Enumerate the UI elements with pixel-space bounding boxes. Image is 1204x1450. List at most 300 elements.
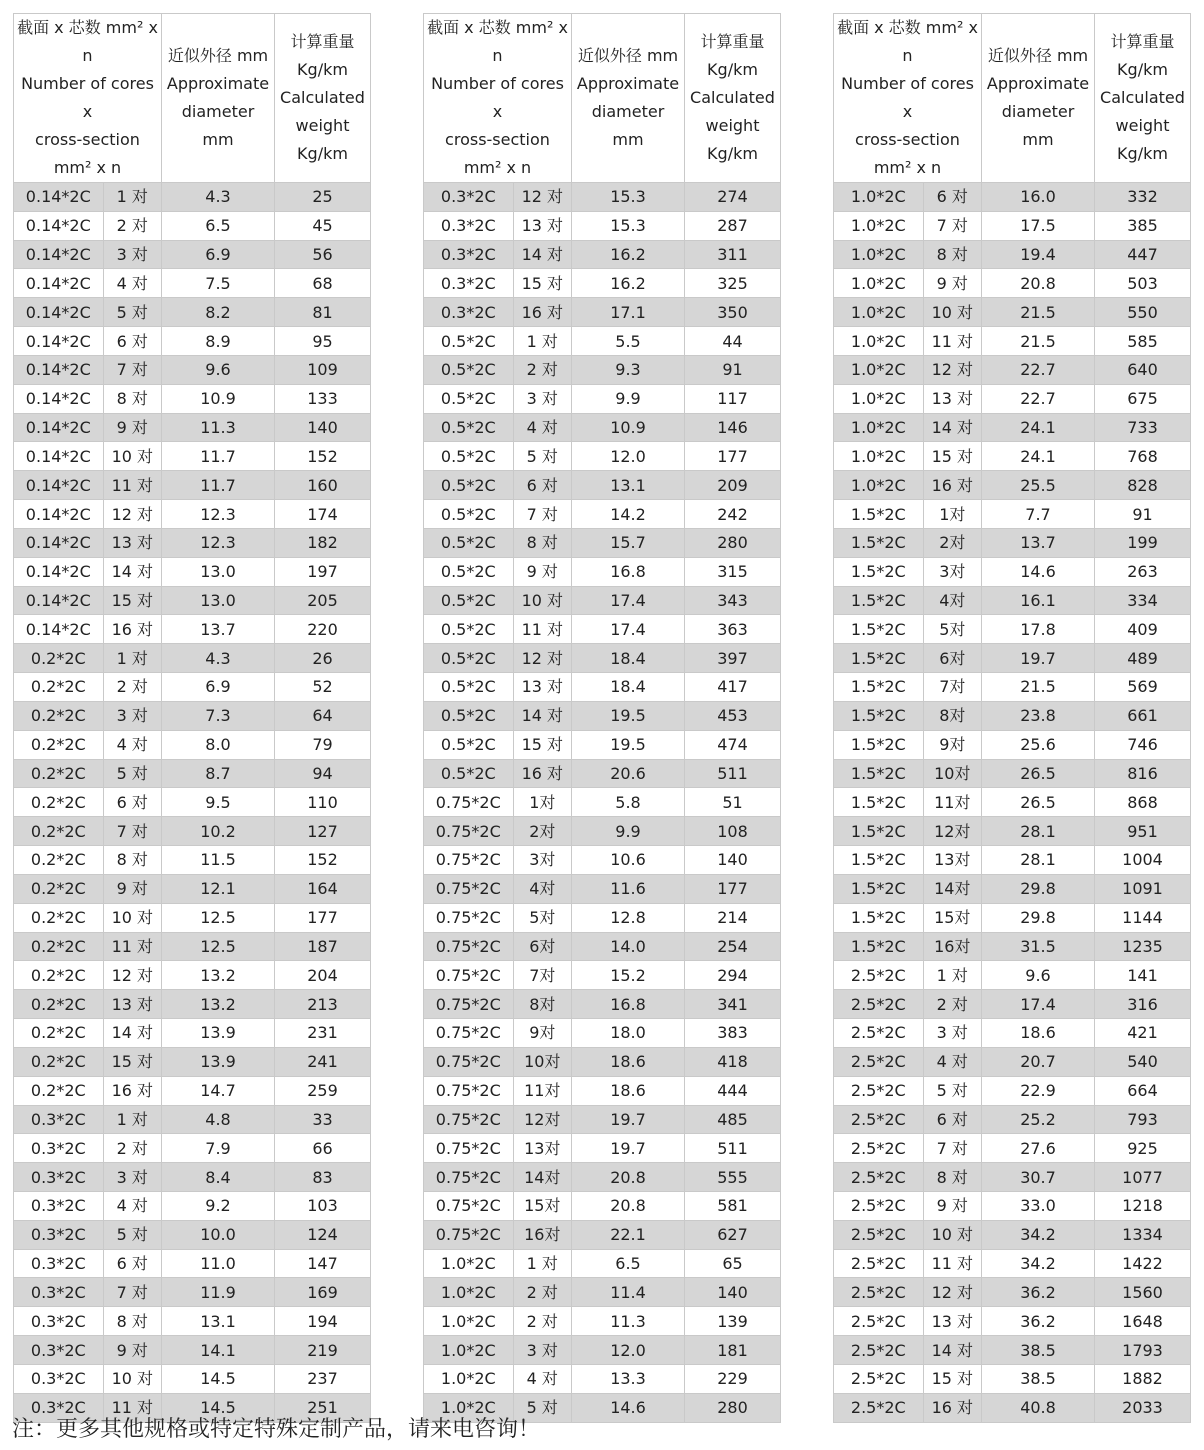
cross-section-cell: 2.5*2C — [834, 1278, 924, 1307]
weight-cell: 640 — [1095, 355, 1191, 384]
pairs-cell: 15 对 — [103, 586, 161, 615]
cross-section-cell: 0.2*2C — [14, 1019, 104, 1048]
pairs-cell: 15对 — [923, 903, 981, 932]
cross-section-cell: 0.5*2C — [424, 701, 514, 730]
diameter-cell: 40.8 — [982, 1393, 1095, 1422]
diameter-cell: 12.3 — [162, 528, 275, 557]
pairs-cell: 6 对 — [513, 471, 571, 500]
pairs-cell: 16 对 — [103, 1076, 161, 1105]
pairs-cell: 2 对 — [513, 355, 571, 384]
diameter-cell: 7.3 — [162, 701, 275, 730]
cross-section-cell: 1.0*2C — [834, 471, 924, 500]
header-line: weight — [1115, 116, 1170, 135]
pairs-cell: 10 对 — [103, 903, 161, 932]
table-row — [424, 413, 781, 442]
pairs-cell: 3 对 — [923, 1019, 981, 1048]
weight-cell: 511 — [685, 759, 781, 788]
diameter-cell: 29.8 — [982, 903, 1095, 932]
table-row — [14, 903, 371, 932]
table-row — [834, 557, 1191, 586]
diameter-cell: 4.8 — [162, 1105, 275, 1134]
weight-cell: 1077 — [1095, 1163, 1191, 1192]
weight-cell: 209 — [685, 471, 781, 500]
header-line: cross-section — [445, 130, 550, 149]
header-col2 — [162, 14, 275, 183]
table-row — [424, 1249, 781, 1278]
weight-cell: 1334 — [1095, 1220, 1191, 1249]
pairs-cell: 12 对 — [513, 644, 571, 673]
weight-cell: 661 — [1095, 701, 1191, 730]
weight-cell: 204 — [275, 961, 371, 990]
diameter-cell: 25.5 — [982, 471, 1095, 500]
cross-section-cell: 0.3*2C — [424, 240, 514, 269]
diameter-cell: 10.6 — [572, 846, 685, 875]
pairs-cell: 8对 — [513, 990, 571, 1019]
cross-section-cell: 0.14*2C — [14, 557, 104, 586]
diameter-cell: 13.0 — [162, 586, 275, 615]
weight-cell: 91 — [1095, 500, 1191, 529]
pairs-cell: 3 对 — [513, 384, 571, 413]
diameter-cell: 10.0 — [162, 1220, 275, 1249]
table-row — [424, 644, 781, 673]
header-col2 — [982, 14, 1095, 183]
diameter-cell: 13.7 — [162, 615, 275, 644]
weight-cell: 421 — [1095, 1019, 1191, 1048]
pairs-cell: 15 对 — [513, 730, 571, 759]
weight-cell: 385 — [1095, 211, 1191, 240]
table-row — [424, 1364, 781, 1393]
table-row — [14, 1163, 371, 1192]
diameter-cell: 13.1 — [572, 471, 685, 500]
cross-section-cell: 0.3*2C — [14, 1393, 104, 1422]
table-row — [834, 442, 1191, 471]
table-row — [424, 500, 781, 529]
cross-section-cell: 0.3*2C — [14, 1364, 104, 1393]
pairs-cell: 11 对 — [103, 932, 161, 961]
pairs-cell: 16 对 — [103, 615, 161, 644]
weight-cell: 182 — [275, 528, 371, 557]
cross-section-cell: 2.5*2C — [834, 1191, 924, 1220]
header-col2 — [572, 14, 685, 183]
diameter-cell: 15.3 — [572, 211, 685, 240]
pairs-cell: 16对 — [513, 1220, 571, 1249]
cross-section-cell: 0.75*2C — [424, 903, 514, 932]
pairs-cell: 6 对 — [103, 1249, 161, 1278]
cross-section-cell: 2.5*2C — [834, 1307, 924, 1336]
pairs-cell: 7 对 — [923, 1134, 981, 1163]
weight-cell: 33 — [275, 1105, 371, 1134]
weight-cell: 124 — [275, 1220, 371, 1249]
cross-section-cell: 1.0*2C — [834, 183, 924, 212]
table-row — [14, 932, 371, 961]
diameter-cell: 17.1 — [572, 298, 685, 327]
pairs-cell: 3 对 — [513, 1336, 571, 1365]
pairs-cell: 7 对 — [103, 1278, 161, 1307]
diameter-cell: 12.0 — [572, 1336, 685, 1365]
table-row — [424, 442, 781, 471]
pairs-cell: 14 对 — [513, 701, 571, 730]
cross-section-cell: 1.0*2C — [424, 1393, 514, 1422]
weight-cell: 581 — [685, 1191, 781, 1220]
cross-section-cell: 1.5*2C — [834, 586, 924, 615]
diameter-cell: 19.5 — [572, 730, 685, 759]
diameter-cell: 14.7 — [162, 1076, 275, 1105]
diameter-cell: 14.5 — [162, 1364, 275, 1393]
diameter-cell: 14.0 — [572, 932, 685, 961]
table-row — [14, 1336, 371, 1365]
cross-section-cell: 0.5*2C — [424, 355, 514, 384]
cross-section-cell: 1.5*2C — [834, 846, 924, 875]
diameter-cell: 20.8 — [572, 1163, 685, 1192]
weight-cell: 140 — [685, 846, 781, 875]
table-row — [834, 384, 1191, 413]
table-row — [14, 644, 371, 673]
cross-section-cell: 2.5*2C — [834, 1249, 924, 1278]
cross-section-cell: 1.5*2C — [834, 701, 924, 730]
pairs-cell: 2 对 — [513, 1278, 571, 1307]
weight-cell: 925 — [1095, 1134, 1191, 1163]
pairs-cell: 5 对 — [103, 298, 161, 327]
pairs-cell: 9 对 — [103, 874, 161, 903]
pairs-cell: 10 对 — [513, 586, 571, 615]
table-row — [424, 1076, 781, 1105]
cross-section-cell: 0.75*2C — [424, 932, 514, 961]
cross-section-cell: 0.75*2C — [424, 1191, 514, 1220]
cross-section-cell: 0.5*2C — [424, 442, 514, 471]
pairs-cell: 14 对 — [923, 413, 981, 442]
diameter-cell: 21.5 — [982, 327, 1095, 356]
table-row — [834, 500, 1191, 529]
diameter-cell: 33.0 — [982, 1191, 1095, 1220]
weight-cell: 350 — [685, 298, 781, 327]
weight-cell: 141 — [1095, 961, 1191, 990]
table-row — [424, 557, 781, 586]
header-line: 近似外径 mm — [167, 46, 269, 65]
diameter-cell: 38.5 — [982, 1336, 1095, 1365]
cross-section-cell: 2.5*2C — [834, 961, 924, 990]
diameter-cell: 13.9 — [162, 1047, 275, 1076]
header-line: Approximate — [166, 74, 270, 93]
diameter-cell: 5.5 — [572, 327, 685, 356]
table-row — [14, 1307, 371, 1336]
weight-cell: 447 — [1095, 240, 1191, 269]
header-col1 — [424, 14, 572, 183]
weight-cell: 1235 — [1095, 932, 1191, 961]
table-row — [834, 1278, 1191, 1307]
pairs-cell: 3对 — [513, 846, 571, 875]
pairs-cell: 2对 — [923, 528, 981, 557]
header-line: Approximate — [576, 74, 680, 93]
table-row — [424, 673, 781, 702]
cross-section-cell: 0.3*2C — [14, 1105, 104, 1134]
cross-section-cell: 0.75*2C — [424, 874, 514, 903]
diameter-cell: 16.2 — [572, 269, 685, 298]
table-header-row — [834, 14, 1191, 183]
cross-section-cell: 0.5*2C — [424, 730, 514, 759]
cross-section-cell: 0.14*2C — [14, 384, 104, 413]
diameter-cell: 36.2 — [982, 1307, 1095, 1336]
weight-cell: 242 — [685, 500, 781, 529]
diameter-cell: 8.7 — [162, 759, 275, 788]
pairs-cell: 9 对 — [923, 269, 981, 298]
weight-cell: 79 — [275, 730, 371, 759]
header-line: diameter — [181, 102, 255, 121]
weight-cell: 274 — [685, 183, 781, 212]
table-row — [424, 269, 781, 298]
diameter-cell: 12.5 — [162, 903, 275, 932]
cross-section-cell: 0.2*2C — [14, 673, 104, 702]
table-row — [834, 1249, 1191, 1278]
table-row — [424, 1105, 781, 1134]
pairs-cell: 6对 — [513, 932, 571, 961]
pairs-cell: 1对 — [513, 788, 571, 817]
weight-cell: 1218 — [1095, 1191, 1191, 1220]
table-row — [424, 990, 781, 1019]
table-row — [14, 990, 371, 1019]
header-line: mm — [1022, 130, 1054, 149]
weight-cell: 152 — [275, 846, 371, 875]
table-row — [834, 528, 1191, 557]
pairs-cell: 14 对 — [103, 1019, 161, 1048]
weight-cell: 341 — [685, 990, 781, 1019]
pairs-cell: 7对 — [513, 961, 571, 990]
diameter-cell: 25.2 — [982, 1105, 1095, 1134]
diameter-cell: 11.0 — [162, 1249, 275, 1278]
diameter-cell: 20.8 — [982, 269, 1095, 298]
cross-section-cell: 0.5*2C — [424, 384, 514, 413]
weight-cell: 91 — [685, 355, 781, 384]
pairs-cell: 3对 — [923, 557, 981, 586]
pairs-cell: 9对 — [923, 730, 981, 759]
cross-section-cell: 0.5*2C — [424, 413, 514, 442]
pairs-cell: 15 对 — [103, 1047, 161, 1076]
weight-cell: 1004 — [1095, 846, 1191, 875]
pairs-cell: 12 对 — [513, 183, 571, 212]
table-row — [14, 817, 371, 846]
cross-section-cell: 0.75*2C — [424, 1163, 514, 1192]
diameter-cell: 9.5 — [162, 788, 275, 817]
header-line: n — [492, 46, 503, 65]
table-row — [424, 240, 781, 269]
pairs-cell: 14 对 — [103, 557, 161, 586]
diameter-cell: 34.2 — [982, 1249, 1095, 1278]
pairs-cell: 16对 — [923, 932, 981, 961]
header-line: Number of cores x — [21, 74, 154, 121]
spec-table-3 — [833, 13, 1191, 1423]
cross-section-cell: 1.0*2C — [834, 211, 924, 240]
pairs-cell: 4 对 — [513, 413, 571, 442]
diameter-cell: 20.6 — [572, 759, 685, 788]
weight-cell: 503 — [1095, 269, 1191, 298]
cross-section-cell: 1.5*2C — [834, 817, 924, 846]
weight-cell: 117 — [685, 384, 781, 413]
pairs-cell: 4对 — [513, 874, 571, 903]
cross-section-cell: 0.14*2C — [14, 528, 104, 557]
weight-cell: 164 — [275, 874, 371, 903]
diameter-cell: 10.2 — [162, 817, 275, 846]
weight-cell: 2033 — [1095, 1393, 1191, 1422]
diameter-cell: 18.4 — [572, 644, 685, 673]
table-row — [424, 701, 781, 730]
header-line: mm² x n — [53, 158, 122, 177]
weight-cell: 213 — [275, 990, 371, 1019]
cross-section-cell: 1.5*2C — [834, 759, 924, 788]
diameter-cell: 31.5 — [982, 932, 1095, 961]
weight-cell: 52 — [275, 673, 371, 702]
table-row — [14, 1220, 371, 1249]
diameter-cell: 7.9 — [162, 1134, 275, 1163]
cross-section-cell: 0.3*2C — [14, 1249, 104, 1278]
weight-cell: 177 — [275, 903, 371, 932]
header-line: Kg/km — [297, 60, 348, 79]
cross-section-cell: 0.14*2C — [14, 586, 104, 615]
diameter-cell: 15.2 — [572, 961, 685, 990]
weight-cell: 397 — [685, 644, 781, 673]
weight-cell: 254 — [685, 932, 781, 961]
weight-cell: 95 — [275, 327, 371, 356]
diameter-cell: 24.1 — [982, 442, 1095, 471]
weight-cell: 103 — [275, 1191, 371, 1220]
cross-section-cell: 0.5*2C — [424, 500, 514, 529]
weight-cell: 56 — [275, 240, 371, 269]
table-row — [834, 1393, 1191, 1422]
cross-section-cell: 1.0*2C — [834, 355, 924, 384]
weight-cell: 205 — [275, 586, 371, 615]
weight-cell: 383 — [685, 1019, 781, 1048]
cross-section-cell: 1.5*2C — [834, 874, 924, 903]
table-row — [424, 1134, 781, 1163]
weight-cell: 26 — [275, 644, 371, 673]
cross-section-cell: 0.5*2C — [424, 528, 514, 557]
pairs-cell: 5 对 — [923, 1076, 981, 1105]
diameter-cell: 27.6 — [982, 1134, 1095, 1163]
pairs-cell: 3 对 — [103, 240, 161, 269]
table-row — [424, 788, 781, 817]
table-row — [834, 1019, 1191, 1048]
pairs-cell: 13 对 — [923, 384, 981, 413]
weight-cell: 174 — [275, 500, 371, 529]
table-row — [834, 1163, 1191, 1192]
weight-cell: 343 — [685, 586, 781, 615]
weight-cell: 177 — [685, 874, 781, 903]
weight-cell: 816 — [1095, 759, 1191, 788]
weight-cell: 951 — [1095, 817, 1191, 846]
table-row — [834, 701, 1191, 730]
pairs-cell: 12对 — [923, 817, 981, 846]
diameter-cell: 13.3 — [572, 1364, 685, 1393]
table-row — [424, 384, 781, 413]
diameter-cell: 10.9 — [162, 384, 275, 413]
diameter-cell: 14.6 — [982, 557, 1095, 586]
diameter-cell: 30.7 — [982, 1163, 1095, 1192]
table-header-row — [424, 14, 781, 183]
table-row — [14, 1191, 371, 1220]
pairs-cell: 15 对 — [513, 269, 571, 298]
table-row — [14, 1364, 371, 1393]
header-line: diameter — [1001, 102, 1075, 121]
pairs-cell: 3 对 — [103, 1163, 161, 1192]
cross-section-cell: 0.3*2C — [14, 1163, 104, 1192]
table-row — [14, 846, 371, 875]
table-row — [834, 183, 1191, 212]
cross-section-cell: 0.2*2C — [14, 788, 104, 817]
table-row — [424, 874, 781, 903]
cross-section-cell: 0.2*2C — [14, 817, 104, 846]
table-row — [14, 673, 371, 702]
pairs-cell: 8 对 — [103, 1307, 161, 1336]
diameter-cell: 28.1 — [982, 817, 1095, 846]
diameter-cell: 5.8 — [572, 788, 685, 817]
diameter-cell: 17.4 — [572, 586, 685, 615]
cross-section-cell: 0.2*2C — [14, 759, 104, 788]
diameter-cell: 4.3 — [162, 183, 275, 212]
weight-cell: 220 — [275, 615, 371, 644]
cross-section-cell: 2.5*2C — [834, 1163, 924, 1192]
weight-cell: 316 — [1095, 990, 1191, 1019]
diameter-cell: 18.6 — [572, 1076, 685, 1105]
weight-cell: 280 — [685, 1393, 781, 1422]
diameter-cell: 15.3 — [572, 183, 685, 212]
cross-section-cell: 1.5*2C — [834, 932, 924, 961]
cross-section-cell: 0.2*2C — [14, 903, 104, 932]
table-row — [424, 903, 781, 932]
table-row — [14, 874, 371, 903]
diameter-cell: 11.3 — [572, 1307, 685, 1336]
table-row — [834, 1076, 1191, 1105]
table-row — [14, 1105, 371, 1134]
weight-cell: 181 — [685, 1336, 781, 1365]
cross-section-cell: 0.3*2C — [14, 1134, 104, 1163]
weight-cell: 768 — [1095, 442, 1191, 471]
pairs-cell: 16 对 — [923, 471, 981, 500]
cross-section-cell: 0.5*2C — [424, 557, 514, 586]
cross-section-cell: 0.14*2C — [14, 240, 104, 269]
pairs-cell: 1对 — [923, 500, 981, 529]
diameter-cell: 8.2 — [162, 298, 275, 327]
weight-cell: 294 — [685, 961, 781, 990]
table-row — [424, 759, 781, 788]
cross-section-cell: 0.2*2C — [14, 1047, 104, 1076]
table-row — [424, 817, 781, 846]
weight-cell: 417 — [685, 673, 781, 702]
pairs-cell: 9对 — [513, 1019, 571, 1048]
footer-note: 注：更多其他规格或特定特殊定制产品，请来电咨询！ — [12, 1417, 541, 1442]
table-row — [14, 528, 371, 557]
pairs-cell: 6 对 — [103, 327, 161, 356]
pairs-cell: 9 对 — [923, 1191, 981, 1220]
pairs-cell: 5 对 — [103, 759, 161, 788]
table-row — [14, 730, 371, 759]
cross-section-cell: 0.75*2C — [424, 817, 514, 846]
diameter-cell: 16.8 — [572, 990, 685, 1019]
weight-cell: 109 — [275, 355, 371, 384]
diameter-cell: 13.9 — [162, 1019, 275, 1048]
header-line: cross-section — [35, 130, 140, 149]
header-line: mm — [202, 130, 234, 149]
cross-section-cell: 1.0*2C — [834, 298, 924, 327]
diameter-cell: 16.2 — [572, 240, 685, 269]
pairs-cell: 16 对 — [923, 1393, 981, 1422]
cross-section-cell: 1.0*2C — [834, 413, 924, 442]
weight-cell: 45 — [275, 211, 371, 240]
header-line: weight — [295, 116, 350, 135]
cross-section-cell: 0.14*2C — [14, 442, 104, 471]
table-row — [834, 586, 1191, 615]
header-col1 — [834, 14, 982, 183]
diameter-cell: 29.8 — [982, 874, 1095, 903]
weight-cell: 489 — [1095, 644, 1191, 673]
table-row — [14, 413, 371, 442]
